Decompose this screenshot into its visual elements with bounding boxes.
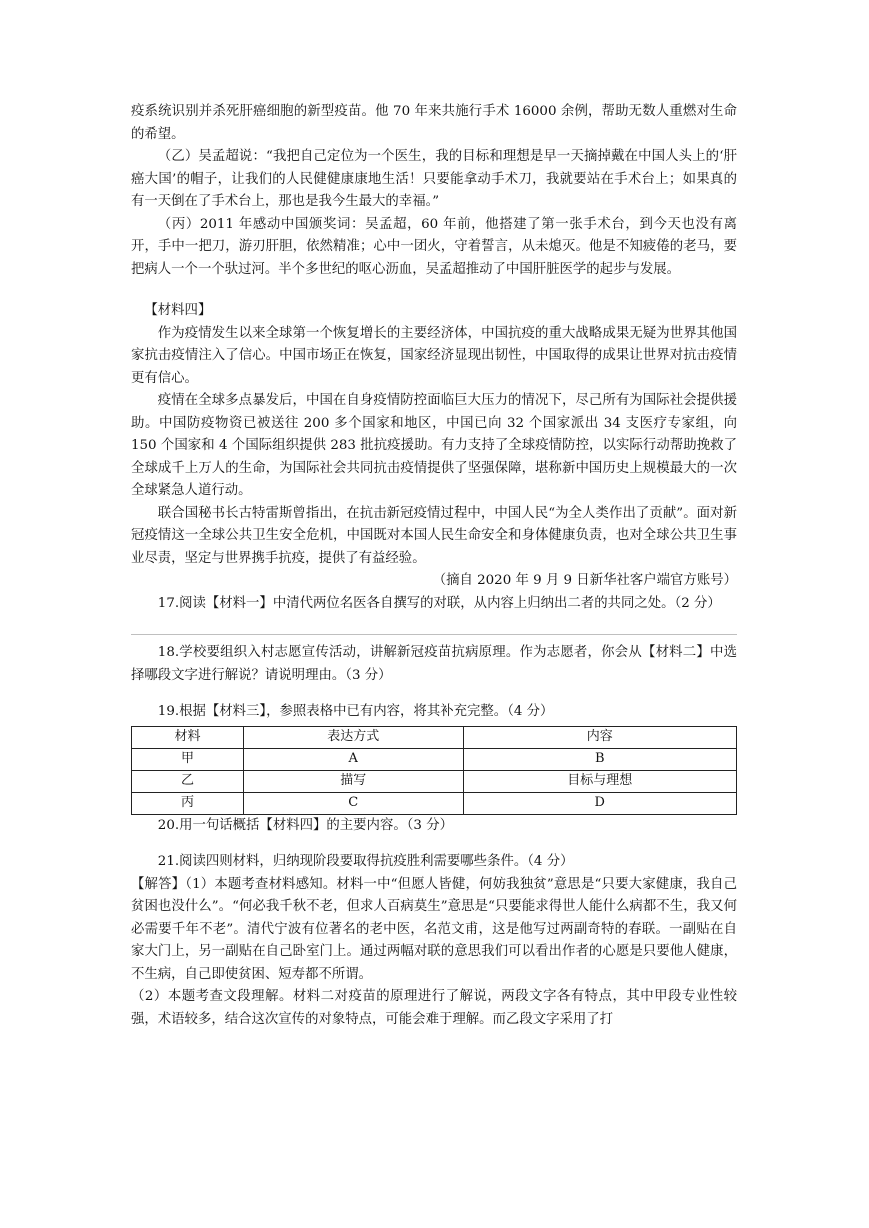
question-20: 20.用一句话概括【材料四】的主要内容。（3 分）	[157, 817, 453, 833]
question-21: 21.阅读四则材料，归纳现阶段要取得抗疫胜利需要哪些条件。（4 分）	[157, 854, 574, 869]
material4-paragraph-1: 作为疫情发生以来全球第一个恢复增长的主要经济体，中国抗疫的重大战略成果无疑为世界其他国家抗击疫情注入了信心。中国市场正在恢复，国家经济显现出韧性，中国取得的成果让世界对抗击疫情更有信心。	[131, 325, 737, 386]
material4-source: （摘自 2020 年 9 月 9 日新华社客户端官方账号）	[432, 573, 737, 588]
table-cell: 目标与理想	[463, 770, 736, 792]
table-header-material: 材料	[132, 726, 244, 748]
paragraph-bing: （丙）2011 年感动中国颁奖词：吴孟超，60 年前，他搭建了第一张手术台，到今天也没有离开，手中一把刀，游刃肝胆，依然精准；心中一团火，守着誓言，从未熄灭。他是不知疲倦的老马，要把病人一个一个驮过河。半个多世纪的呕心沥血，吴孟超推动了中国肝脏医学的起步与发展。	[131, 216, 737, 277]
table-row	[132, 792, 737, 814]
answer-part-1: 【解答】（1）本题考查材料感知。材料一中“但愿人皆健，何妨我独贫”意思是“只要大家健康，我自己贫困也没什么”。“何必我千秋不老，但求人百病莫生”意思是“只要能求得世人能什么病都不生，我又何必需要千年不老”。清代宁波有位著名的老中医，名范文甫，这是他写过两副奇特的春联。一副贴在自家大门上，另一副贴在自己卧室门上。通过两幅对联的意思我们可以看出作者的心愿是只要他人健康，不生病，自己即使贫困、短寿都不所谓。	[131, 876, 737, 982]
table-cell: B	[463, 748, 736, 770]
table-header-expression: 表达方式	[243, 726, 463, 748]
table-row	[132, 770, 737, 792]
question-17: 17.阅读【材料一】中清代两位名医各自撰写的对联，从内容上归纳出二者的共同之处。（2 分）	[157, 595, 721, 611]
table-cell: C	[243, 792, 463, 814]
material3-table	[131, 726, 737, 815]
paragraph-yi: （乙）吴孟超说：“我把自己定位为一个医生，我的目标和理想是早一天摘掉戴在中国人头上的‘肝癌大国’的帽子，让我们的人民健健康康地生活！只要能拿动手术刀，我就要站在手术台上；如果真的有一天倒在了手术台上，那也是我今生最大的幸福。”	[131, 149, 737, 209]
answer-part-2: （2）本题考查文段理解。材料二对疫苗的原理进行了解说，两段文字各有特点，其中甲段专业性较强，术语较多，结合这次宣传的对象特点，可能会难于理解。而乙段文字采用了打	[131, 989, 737, 1027]
material4-paragraph-2: 疫情在全球多点暴发后，中国在自身疫情防控面临巨大压力的情况下，尽己所有为国际社会提供援助。中国防疫物资已被送往 200 多个国家和地区，中国已向 32 个国家派出 34 支医疗专家组，向 150 个国家和 4 个国际组织提供 283 批抗疫援助。有力支持了全球疫情防控，以实际行动帮助挽救了全球成千上万人的生命，为国际社会共同抗击疫情提供了坚强保障，堪称新中国历史上规模最大的一次全球紧急人道行动。	[131, 393, 737, 498]
table-cell: 描写	[243, 770, 463, 792]
table-row	[132, 748, 737, 770]
divider-line	[131, 634, 737, 635]
question-18: 18.学校要组织入村志愿宣传活动，讲解新冠疫苗抗病原理。作为志愿者，你会从【材料二】中选择哪段文字进行解说？请说明理由。（3 分）	[131, 645, 737, 683]
table-cell: 丙	[132, 792, 244, 814]
paragraph-continuation: 疫系统识别并杀死肝癌细胞的新型疫苗。他 70 年来共施行手术 16000 余例，帮助无数人重燃对生命的希望。	[131, 104, 737, 142]
table-cell: 甲	[132, 748, 244, 770]
table-header-content: 内容	[463, 726, 736, 748]
document-content	[131, 101, 737, 1031]
table-cell: A	[243, 748, 463, 770]
question-19: 19.根据【材料三】，参照表格中已有内容，将其补充完整。（4 分）	[157, 704, 554, 719]
table-cell: 乙	[132, 770, 244, 792]
material4-paragraph-3: 联合国秘书长古特雷斯曾指出，在抗击新冠疫情过程中，中国人民“为全人类作出了贡献”。面对新冠疫情这一全球公共卫生安全危机，中国既对本国人民生命安全和身体健康负责，也对全球公共卫生事业尽责，坚定与世界携手抗疫，提供了有益经验。	[131, 505, 737, 566]
table-cell: D	[463, 792, 736, 814]
material4-heading: 【材料四】	[144, 303, 212, 318]
table-header-row	[132, 726, 737, 748]
